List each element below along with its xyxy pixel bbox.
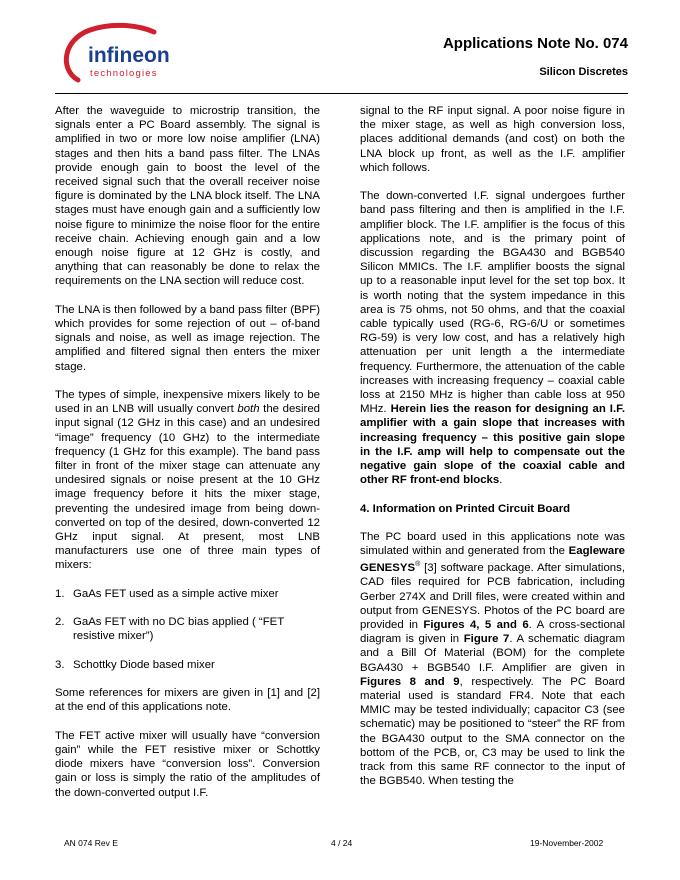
doc-subtitle: Silicon Discretes	[539, 66, 628, 78]
infineon-logo	[58, 18, 178, 86]
right-column	[360, 104, 625, 803]
list-item: 3. Schottky Diode based mixer	[55, 658, 215, 671]
footer-date: 19-November-2002	[530, 838, 604, 848]
paragraph: Some references for mixers are given in [1] and [2] at the end of this applications note.	[55, 687, 320, 714]
logo-text: infineon	[88, 44, 170, 67]
footer-page-number: 4 / 24	[331, 838, 353, 848]
list-item: 1. GaAs FET used as a simple active mixer	[55, 587, 279, 600]
list-item: 2. GaAs FET with no DC bias applied ( “FET resistive mixer”)	[55, 616, 285, 643]
paragraph: The down-converted I.F. signal undergoes further band pass filtering and then is amplified in the I.F. amplifier block. The I.F. amplifier is the focus of this applications note, and is the primary point of discussion regarding the BGA430 and BGB540 Silicon MMICs. The I.F. amplifier boosts the signal up to a reasonable input level for the set top box. It is worth noting that the system impedance in this area is 75 ohms, not 50 ohms, and that the coaxial cable typically used (RG-6, RG-6/U or sometimes RG-59) is very low cost, and has a relatively high attenuation per unit length a the intermediate frequency. Furthermore, the attenuation of the cable increases with increasing frequency – coaxial cable loss at 2150 MHz is higher than cable loss at 950 MHz. Herein lies the reason for designing an I.F. amplifier with a gain slope that increases with increasing frequency – this positive gain slope in the I.F. amp will help to compensate out the negative gain slope of the coaxial cable and other RF front-end blocks.	[360, 190, 625, 487]
left-column	[55, 104, 320, 814]
section-heading: 4. Information on Printed Circuit Board	[360, 502, 571, 515]
paragraph: signal to the RF input signal. A poor noise figure in the mixer stage, as well as high conversion loss, places additional demands (and cost) on both the LNA block up front, as well as the I.F. amplifier which follows.	[360, 105, 625, 174]
paragraph: The PC board used in this applications note was simulated within and generated from the Eagleware GENESYS® [3] software package. After simulations, CAD files required for PCB fabrication, including Gerber 274X and Drill files, were created within and output from GENESYS. Photos of the PC board are provided in Figures 4, 5 and 6. A cross-sectional diagram is given in Figure 7. A schematic diagram and a Bill Of Material (BOM) for the complete BGA430 + BGB540 I.F. Amplifier are given in Figures 8 and 9, respectively. The PC Board material used is standard FR4. Note that each MMIC may be tested individually; capacitor C3 (see schematic) may be positioned to “steer” the RF from the BGA430 output to the SMA connector on the bottom of the PCB, or, C3 may be used to link the track from this same RF connector to the input of the BGB540. When testing the	[360, 531, 625, 788]
logo-subtext: technologies	[90, 68, 158, 79]
paragraph: After the waveguide to microstrip transition, the signals enter a PC Board assembly. The signal is amplified in two or more low noise amplifier (LNA) stages and then hits a band pass filter. The LNAs provide enough gain to boost the level of the received signal such that the overall receiver noise figure is dominated by the LNA block itself. The LNA stages must have enough gain and a sufficiently low noise figure to minimize the noise floor for the entire receive chain. Achieving enough gain and a low enough noise figure at 12 GHz is costly, and anything that can reasonably be done to relax the requirements on the LNA section will reduce cost.	[55, 105, 320, 288]
footer-doc-id: AN 074 Rev E	[64, 838, 118, 848]
header-divider	[55, 93, 628, 94]
paragraph: The FET active mixer will usually have “conversion gain” while the FET resistive mixer or Schottky diode mixers have “conversion loss”. Conversion gain or loss is simply the ratio of the amplitudes of the down-converted output I.F.	[55, 729, 320, 799]
paragraph: The types of simple, inexpensive mixers likely to be used in an LNB will usually convert both the desired input signal (12 GHz in this case) and an undesired “image” frequency (10 GHz) to the intermediate frequency (1 GHz for this example). The band pass filter in front of the mixer stage can attenuate any undesired signals or noise present at the 10 GHz image frequency before it hits the mixer stage, preventing the undesired image from being down-converted on top of the desired, down-converted 12 GHz input signal. At present, most LNB manufacturers use one of three main types of mixers:	[55, 389, 320, 572]
paragraph: The LNA is then followed by a band pass filter (BPF) which provides for some rejection of out – of-band signals and noise, as well as image rejection. The amplified and filtered signal then enters the mixer stage.	[55, 303, 320, 373]
doc-title: Applications Note No. 074	[442, 35, 628, 52]
